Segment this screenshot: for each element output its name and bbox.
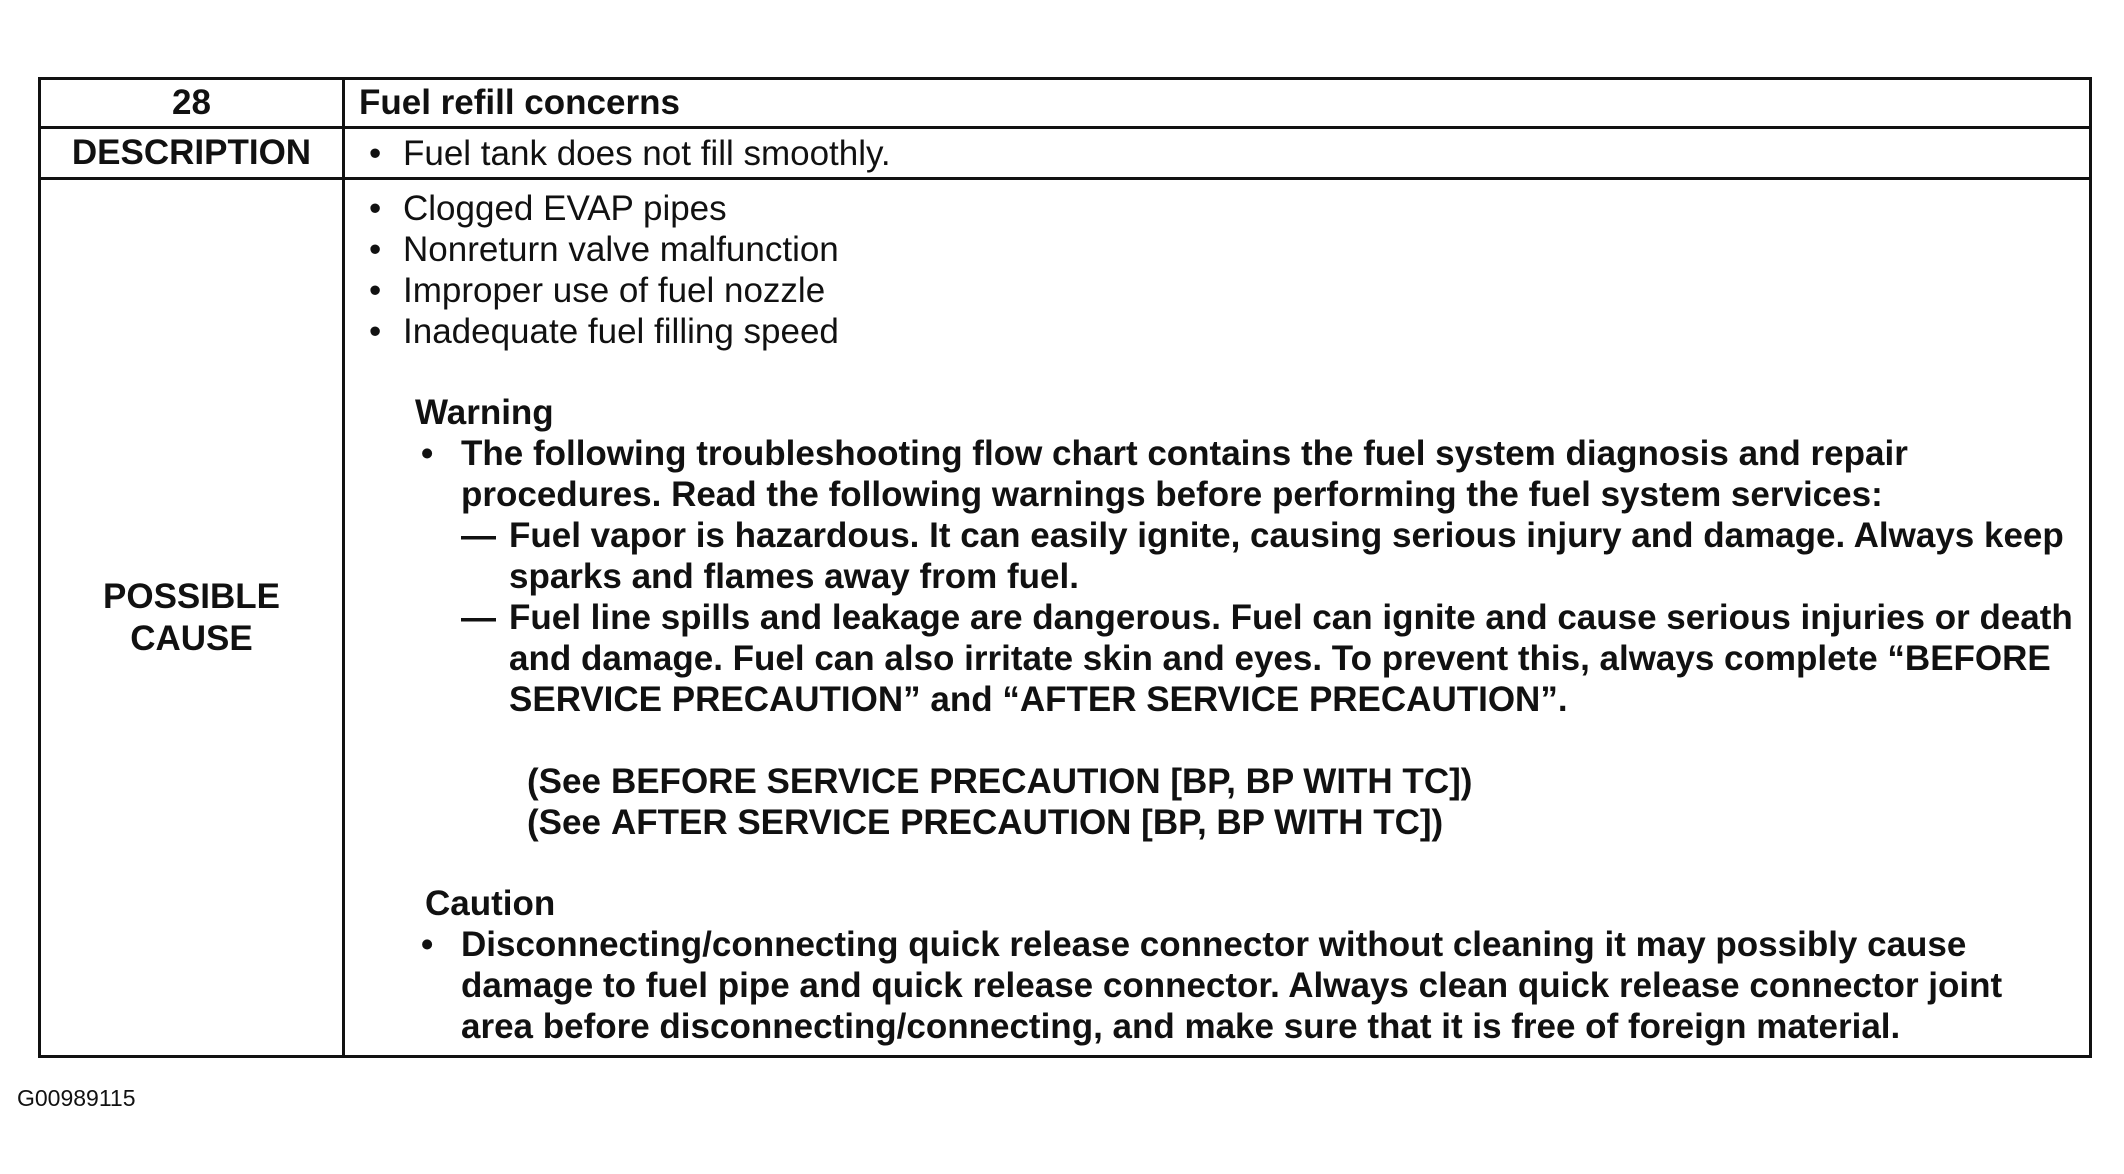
concern-number: 28 (40, 79, 344, 128)
possible-cause-label-line2: CAUSE (130, 618, 253, 658)
dash-mark: — (461, 598, 496, 637)
warning-heading: Warning (415, 393, 554, 432)
see-references (461, 761, 2075, 843)
possible-cause-label-line1: POSSIBLE (103, 576, 280, 616)
see-reference-link: AFTER SERVICE PRECAUTION [BP, BP WITH TC]) (610, 803, 1444, 842)
caution-bullet: • Disconnecting/connecting quick release connector without cleaning it may possibly cause damage to fuel pipe and quick release connector. Always clean quick release connector joint area before disconnecting/connecting, and make sure that it is free of foreign material. (415, 924, 2075, 1047)
warning-dash-item (461, 515, 2075, 597)
description-row (40, 128, 2091, 179)
warning-dash-text: Fuel line spills and leakage are dangerous. Fuel can ignite and cause serious injuries or death and damage. Fuel can also irritate skin and eyes. To prevent this, always complete “BEFORE SERVICE PRECAUTION” and “AFTER SERVICE PRECAUTION”. (509, 598, 2073, 719)
warning-bullet: • The following troubleshooting flow chart contains the fuel system diagnosis and repair procedures. Read the following warnings before performing the fuel system services: (415, 433, 2075, 515)
description-content (344, 128, 2091, 179)
list-item: • Inadequate fuel filling speed (359, 311, 2075, 352)
description-list (359, 133, 2075, 174)
list-item: • Nonreturn valve malfunction (359, 229, 2075, 270)
concern-title: Fuel refill concerns (344, 79, 2091, 128)
see-reference-before (527, 761, 2075, 802)
warning-dash-text: Fuel vapor is hazardous. It can easily ignite, causing serious injury and damage. Always keep sparks and flames away from fuel. (509, 516, 2064, 596)
warning-block (415, 392, 2075, 843)
caution-block (415, 883, 2075, 1047)
warning-dash-item (461, 597, 2075, 720)
fuel-refill-concerns-table (38, 77, 2092, 1058)
description-label: DESCRIPTION (40, 128, 344, 179)
possible-cause-label (40, 179, 344, 1057)
figure-id: G00989115 (17, 1085, 136, 1111)
possible-cause-row (40, 179, 2091, 1057)
list-item: • Improper use of fuel nozzle (359, 270, 2075, 311)
see-reference-link: BEFORE SERVICE PRECAUTION [BP, BP WITH TC]) (610, 762, 1473, 801)
see-prefix: (See (527, 803, 601, 842)
warning-dash-list (415, 515, 2075, 843)
list-item: • Clogged EVAP pipes (359, 188, 2075, 229)
dash-mark: — (461, 516, 496, 555)
cause-list (359, 188, 2075, 352)
table-header-row (40, 79, 2091, 128)
see-prefix: (See (527, 762, 601, 801)
possible-cause-content (344, 179, 2091, 1057)
see-reference-after (527, 802, 2075, 843)
caution-heading: Caution (425, 884, 556, 923)
list-item: • Fuel tank does not fill smoothly. (359, 133, 2075, 174)
